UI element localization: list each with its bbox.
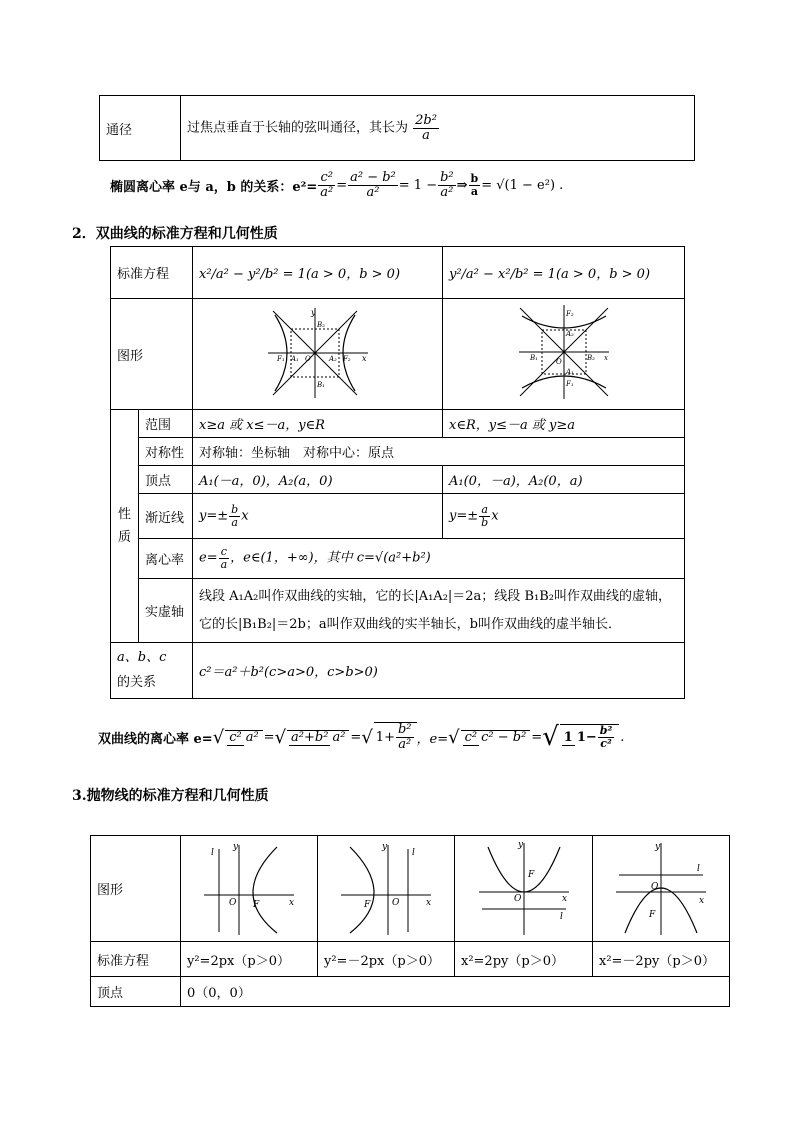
hyperbola-graph-right [443, 299, 685, 410]
row-parab-std: 标准方程 [91, 942, 181, 977]
latus-desc [181, 96, 695, 161]
hyperbola-y-graph [514, 302, 614, 402]
asym-left-den: a [231, 515, 238, 529]
ecc-val-den: a [220, 558, 228, 571]
p3-o: O [513, 893, 521, 904]
hecc-s2-den: a² [332, 729, 346, 745]
asym-right-num: a [481, 502, 488, 516]
row-axes: 实虚轴 [139, 579, 193, 643]
ecc-mid: = 1 − [398, 177, 438, 193]
ecc-val [193, 539, 685, 579]
p3-x: x [561, 893, 567, 904]
hecc-s1-den: a² [245, 729, 259, 745]
ecc-val-post: ，e∈(1，+∞)，其中 c=√(a²+b²) [230, 551, 431, 566]
parabola-graph-4 [593, 836, 730, 942]
lbl-f1-r: F₁ [565, 380, 574, 388]
p4-y: y [655, 841, 661, 852]
parab-eq-2: y²=－2px（p＞0） [318, 942, 455, 977]
lbl-x-r: x [603, 354, 608, 362]
abc-label2: 的关系 [117, 674, 157, 690]
asym-left [193, 494, 443, 539]
row-props: 性 质 [111, 410, 139, 643]
hyperbola-ecc-formula: 双曲线的离心率 e= √ c² a² = √ a²+b² a² = √ 1+ $\frac{\text{b²}}{\text{a²}}$ ，e= √ c² c² − b² = √ 1 1− $\frac{\text{b²}}{\text{c²}}$ . [98, 722, 625, 752]
lbl-o-r: O [555, 358, 562, 366]
parabola-left-graph [336, 837, 436, 937]
range-right: x∈R，y≤－a 或 y≥a [443, 410, 685, 438]
hecc-s5-dd: c² [600, 737, 612, 750]
p1-f: F [253, 899, 260, 910]
parabola-graph-1 [181, 836, 318, 942]
p4-l: l [697, 863, 700, 874]
latus-label: 通径 [100, 96, 181, 161]
lbl-y: y [310, 307, 316, 317]
asym-left-post: x [241, 508, 249, 524]
parab-eq-3: x²=2py（p＞0） [455, 942, 593, 977]
range-left: x≥a 或 x≤－a，y∈R [193, 410, 443, 438]
row-graph: 图形 [111, 299, 193, 410]
p2-f: F [364, 899, 371, 910]
parab-eq-4: x²=－2py（p＞0） [593, 942, 730, 977]
hecc-s5-den-pre: 1− [576, 729, 597, 745]
p3-l: l [559, 911, 563, 922]
ecc-f4-den: a [470, 184, 478, 198]
hyperbola-graph-left [193, 299, 443, 410]
lbl-a1-r: A₁ [565, 368, 574, 376]
parabola-table [90, 835, 730, 1007]
ecc-f1-num: c² [320, 169, 333, 185]
section2-title: 2．双曲线的标准方程和几何性质 [72, 226, 278, 242]
hecc-s5-num: 1 [563, 729, 573, 745]
ecc-val-pre: e= [199, 551, 218, 566]
parab-vertex-val: 0（0，0） [181, 977, 730, 1007]
row-range: 范围 [139, 410, 193, 438]
p2-x: x [426, 897, 432, 908]
lbl-f2: F₂ [342, 354, 351, 363]
ecc-val-num: c [220, 545, 227, 559]
section3-title: 3.抛物线的标准方程和几何性质 [72, 788, 269, 804]
lbl-a2: A₂ [328, 354, 337, 363]
symmetry-val: 对称轴：坐标轴 对称中心：原点 [193, 438, 685, 466]
ecc-prefix: 椭圆离心率 e与 a，b 的关系：e²= [110, 179, 318, 195]
ecc-f4-num: b [470, 171, 479, 185]
row-parab-graph: 图形 [91, 836, 181, 942]
hecc-prefix: 双曲线的离心率 e= [98, 731, 213, 747]
hecc-s2-num: a²+b² [291, 729, 329, 745]
lbl-b2: B₂ [316, 320, 325, 329]
parabola-graph-3 [455, 836, 593, 942]
asym-left-pre: y=± [199, 508, 229, 524]
hecc-s4-den: c² − b² [481, 729, 527, 745]
lbl-b2-r: B₂ [586, 354, 595, 362]
row-parab-vertex: 顶点 [91, 977, 181, 1007]
p1-x: x [289, 897, 295, 908]
p2-o: O [392, 897, 400, 908]
ecc-f2-den: a² [366, 184, 380, 200]
p2-l: l [412, 847, 415, 858]
std-eq-left: x²/a² − y²/b² = 1(a > 0，b > 0) [193, 247, 443, 299]
hecc-s3-num: b² [397, 722, 412, 738]
hecc-s4-num: c² [464, 729, 478, 745]
p1-l: l [211, 847, 214, 858]
hyperbola-table [110, 246, 685, 699]
ecc-f3-den: a² [440, 184, 454, 200]
asym-right-pre: y=± [449, 508, 479, 524]
lbl-f2-r: F₂ [565, 310, 574, 318]
asym-left-num: b [231, 502, 239, 516]
p1-o: O [229, 897, 237, 908]
p4-f: F [649, 909, 656, 920]
p2-y: y [382, 841, 388, 852]
row-symmetry: 对称性 [139, 438, 193, 466]
hecc-s5-dn: b² [599, 724, 613, 738]
std-eq-right: y²/a² − x²/b² = 1(a > 0，b > 0) [443, 247, 685, 299]
ellipse-ecc-formula: 椭圆离心率 e与 a，b 的关系：e²= $\frac{\text{c²}}{\text{a²}}$ = $\frac{\text{a² − b²}}{\text{a²}}$ = 1 − $\frac{\text{b²}}{\text{a²}}$ ⇒ $\frac{b}{a}$ = √(1 − e²) . [110, 169, 564, 200]
parabola-right-graph [199, 837, 299, 937]
lbl-b1-r: B₁ [529, 354, 538, 362]
p3-f: F [527, 869, 534, 880]
ecc-arrow: ⇒ [456, 177, 468, 193]
latus-frac-num: 2b² [415, 112, 437, 128]
row-ecc: 离心率 [139, 539, 193, 579]
ellipse-latus-table [99, 95, 695, 161]
lbl-o: O [304, 354, 311, 363]
hecc-mid: ，e= [416, 731, 449, 747]
hecc-s3-den: a² [398, 737, 412, 752]
p4-x: x [699, 895, 705, 906]
vertex-right: A₁(0，－a)，A₂(0，a) [443, 466, 685, 494]
axes-line2: 它的长|B₁B₂|＝2b；a叫作双曲线的实半轴长，b叫作双曲线的虚半轴长． [199, 616, 621, 632]
parabola-down-graph [611, 837, 711, 937]
lbl-a2-r: A₂ [565, 330, 574, 338]
row-asymptote: 渐近线 [139, 494, 193, 539]
latus-text: 过焦点垂直于长轴的弦叫通径，其长为 [187, 120, 409, 136]
parabola-up-graph [474, 837, 574, 937]
ecc-f2-num: a² − b² [350, 169, 396, 185]
ecc-f3-num: b² [440, 169, 454, 185]
abc-label: a、b、c [117, 649, 167, 665]
lbl-a1: A₁ [290, 354, 299, 363]
ecc-f1-den: a² [320, 184, 334, 200]
row-vertex: 顶点 [139, 466, 193, 494]
hyperbola-x-graph [263, 305, 373, 400]
vertex-left: A₁(－a，0)，A₂(a，0) [193, 466, 443, 494]
parabola-graph-2 [318, 836, 455, 942]
row-std-eq: 标准方程 [111, 247, 193, 299]
hecc-s1-num: c² [229, 729, 242, 745]
asym-right [443, 494, 685, 539]
p1-y: y [233, 841, 239, 852]
axes-val [193, 579, 685, 643]
lbl-b1: B₁ [316, 380, 325, 389]
parab-eq-1: y²=2px（p＞0） [181, 942, 318, 977]
latus-frac-den: a [422, 127, 430, 143]
axes-line1: 线段 A₁A₂叫作双曲线的实轴，它的长|A₁A₂|＝2a；线段 B₁B₂叫作双曲线的虚轴， [199, 589, 671, 605]
asym-right-den: b [481, 515, 489, 529]
p3-y: y [517, 839, 523, 850]
abc-val: c²＝a²＋b²(c>a>0，c>b>0) [193, 643, 685, 699]
row-abc [111, 643, 193, 699]
lbl-f1: F₁ [276, 354, 285, 363]
ecc-tail: = √(1 − e²) . [481, 177, 564, 193]
asym-right-post: x [491, 508, 499, 524]
lbl-x: x [361, 353, 367, 363]
hecc-s3: 1+ [375, 730, 395, 745]
p4-o: O [651, 881, 659, 892]
